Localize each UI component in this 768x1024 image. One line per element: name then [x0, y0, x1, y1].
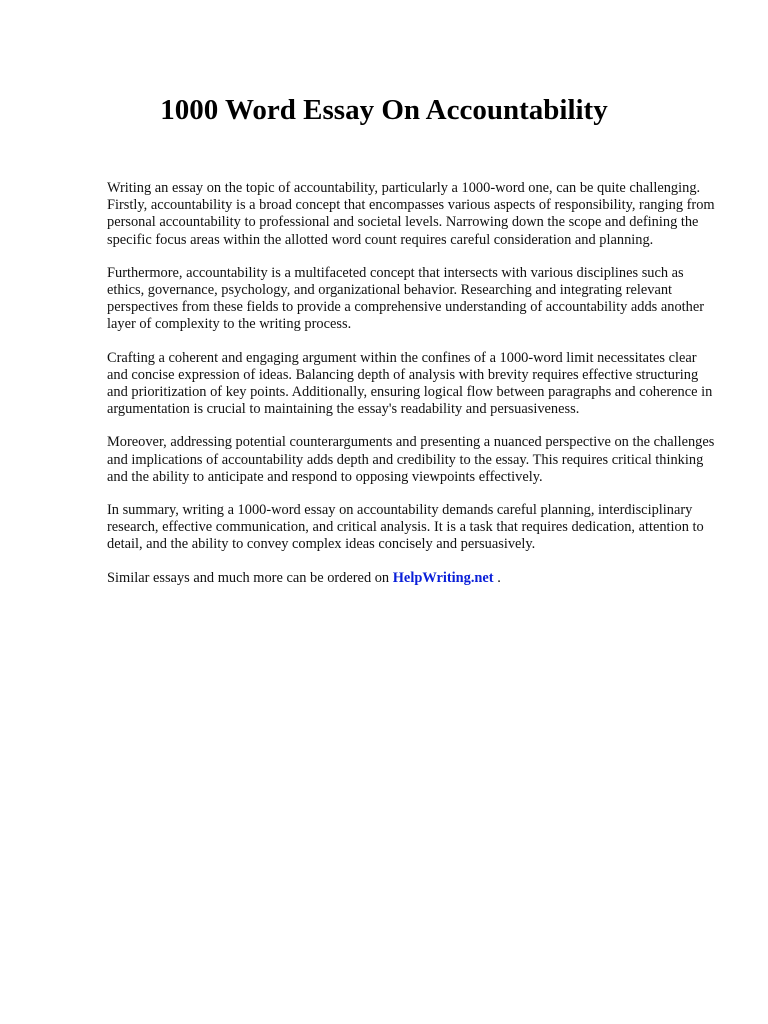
closing-paragraph — [107, 570, 717, 587]
closing-suffix: . — [493, 569, 501, 586]
closing-prefix: Similar essays and much more can be ordered on — [107, 569, 393, 586]
paragraph-2: Furthermore, accountability is a multifaceted concept that intersects with various disciplines such as ethics, governance, psychology, and organizational behavior. Researching and integrating relevant perspectives from these fields to provide a comprehensive understanding of accountability adds another layer of complexity to the writing process. — [107, 264, 705, 333]
paragraph-4: Moreover, addressing potential counterarguments and presenting a nuanced perspective on the challenges and implications of accountability adds depth and credibility to the essay. This requires critical thinking and the ability to anticipate and respond to opposing viewpoints effectively. — [107, 434, 715, 485]
paragraph-1: Writing an essay on the topic of accountability, particularly a 1000-word one, can be quite challenging. Firstly, accountability is a broad concept that encompasses various aspects of responsibility, ranging from personal accountability to professional and societal levels. Narrowing down the scope and defining the specific focus areas within the allotted word count requires careful consideration and planning. — [107, 180, 715, 248]
document-title: 1000 Word Essay On Accountability — [160, 94, 608, 126]
helpwriting-link[interactable]: HelpWriting.net — [392, 569, 494, 586]
essay-body — [107, 180, 717, 603]
paragraph-5: In summary, writing a 1000-word essay on accountability demands careful planning, interdisciplinary research, effective communication, and critical analysis. It is a task that requires dedication, attention to detail, and the ability to convey complex ideas concisely and persuasively. — [107, 502, 704, 553]
paragraph-3: Crafting a coherent and engaging argument within the confines of a 1000-word limit necessitates clear and concise expression of ideas. Balancing depth of analysis with brevity requires effective structuring and prioritization of key points. Additionally, ensuring logical flow between paragraphs and coherence in argumentation is crucial to maintaining the essay's readability and persuasiveness. — [107, 349, 713, 418]
